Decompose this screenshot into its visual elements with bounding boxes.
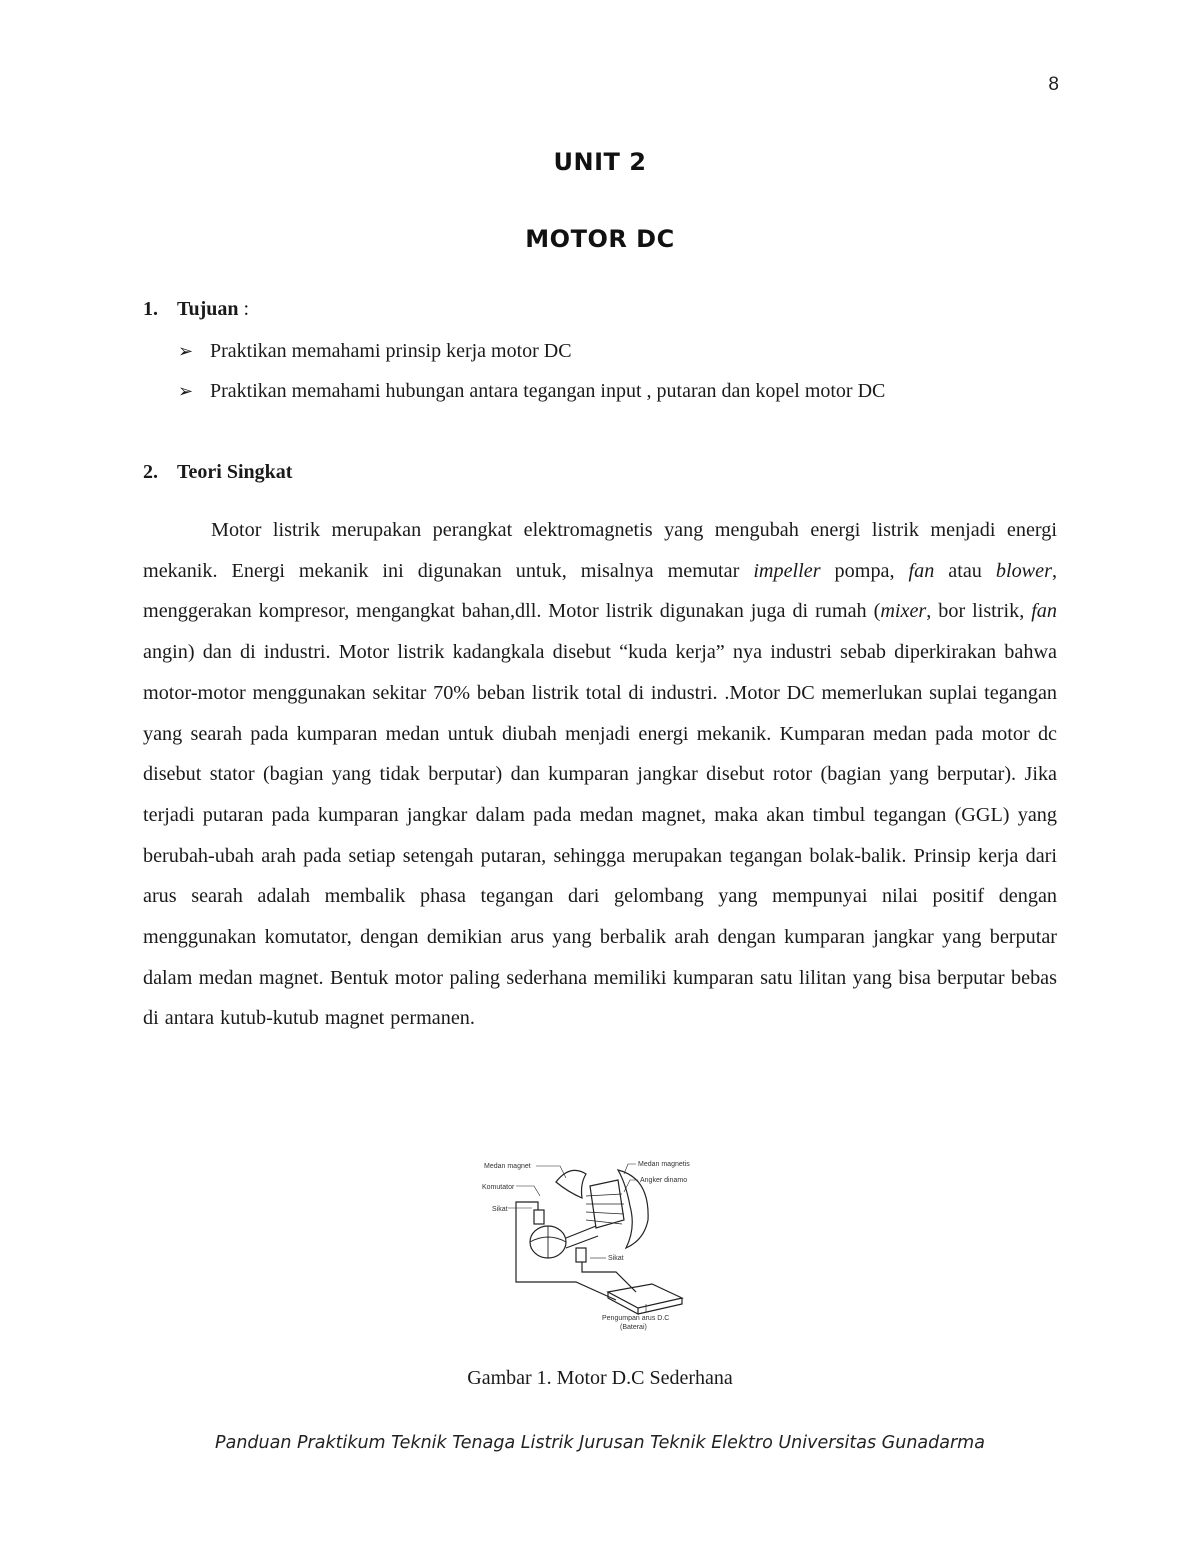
label-komutator: Komutator: [482, 1184, 515, 1191]
paragraph-italic-term: blower: [995, 559, 1052, 582]
brush-right: [576, 1248, 586, 1262]
section-tujuan-heading: [143, 298, 249, 321]
arrow-bullet-icon: ➢: [178, 381, 194, 402]
arrow-bullet-icon: ➢: [178, 341, 194, 362]
section-colon: :: [238, 298, 250, 320]
label-sikat-right: Sikat: [608, 1255, 624, 1262]
paragraph-italic-term: impeller: [753, 559, 821, 582]
paragraph-italic-term: mixer: [880, 600, 927, 623]
objective-list: [178, 338, 885, 418]
section-number: 2.: [143, 461, 158, 483]
label-power-supply: Pengumpan arus D.C: [602, 1315, 670, 1322]
label-battery: (Baterai): [620, 1324, 647, 1331]
figure-caption: Gambar 1. Motor D.C Sederhana: [467, 1367, 733, 1389]
wire-left: [516, 1202, 616, 1300]
section-teori-heading: [143, 461, 292, 484]
theory-paragraph: [143, 510, 1057, 1039]
page-footer: Panduan Praktikum Teknik Tenaga Listrik Jurusan Teknik Elektro Universitas Gunadarma: [215, 1433, 985, 1453]
objective-item: [178, 338, 885, 378]
section-number: 1.: [143, 298, 158, 320]
objective-text: Praktikan memahami hubungan antara tegangan input , putaran dan kopel motor DC: [210, 380, 886, 402]
paragraph-italic-term: fan: [908, 559, 935, 582]
paragraph-text: Motor listrik merupakan perangkat elektromagnetis yang mengubah energi listrik menjadi energi mekanik. Energi mekanik ini digunakan untuk, misalnya memutar: [143, 519, 1057, 582]
objective-text: Praktikan memahami prinsip kerja motor DC: [210, 340, 572, 362]
unit-title: UNIT 2: [553, 148, 647, 176]
page-number: 8: [1048, 74, 1059, 95]
label-medan-magnetis: Medan magnetis: [638, 1161, 690, 1168]
label-angker-dinamo: Angker dinamo: [640, 1177, 688, 1184]
paragraph-text: angin) dan di industri. Motor listrik kadangkala disebut “kuda kerja” nya industri sebab diperkirakan bahwa motor-motor menggunakan sekitar 70% beban listrik total di industri. .Motor DC memerlukan suplai tegangan yang searah pada kumparan medan untuk diubah menjadi energi mekanik. Kumparan medan pada motor dc disebut stator (bagian yang tidak berputar) dan kumparan jangkar disebut rotor (bagian yang berputar). Jika terjadi putaran pada kumparan jangkar dalam pada medan magnet, maka akan timbul tegangan (GGL) yang berubah-ubah arah pada setiap setengah putaran, sehingga merupakan tegangan bolak-balik. Prinsip kerja dari arus searah adalah membalik phasa tegangan dari gelombang yang mempunyai nilai positif dengan menggunakan komutator, dengan demikian arus yang berbalik arah dengan kumparan jangkar yang berputar dalam medan magnet. Bentuk motor paling sederhana memiliki kumparan satu lilitan yang bisa berputar bebas di antara kutub-kutub magnet permanen.: [143, 641, 1057, 1030]
brush-left: [534, 1210, 544, 1224]
paragraph-text: , menggerakan kompresor, mengangkat bahan,dll. Motor listrik digunakan juga di rumah (: [143, 559, 1057, 623]
chapter-title: MOTOR DC: [525, 225, 675, 253]
dc-motor-diagram: [478, 1152, 722, 1332]
wire-right: [582, 1262, 636, 1292]
paragraph-italic-term: fan: [1031, 600, 1057, 623]
paragraph-text: pompa,: [820, 559, 909, 582]
objective-item: [178, 378, 885, 418]
magnet-pole-left: [556, 1170, 586, 1198]
section-title: Tujuan: [177, 298, 239, 320]
paragraph-text: atau: [934, 559, 996, 582]
label-medan-magnet: Medan magnet: [484, 1163, 531, 1170]
section-title: Teori Singkat: [177, 461, 293, 483]
label-sikat-left: Sikat: [492, 1206, 508, 1213]
paragraph-text: , bor listrik,: [926, 600, 1032, 623]
